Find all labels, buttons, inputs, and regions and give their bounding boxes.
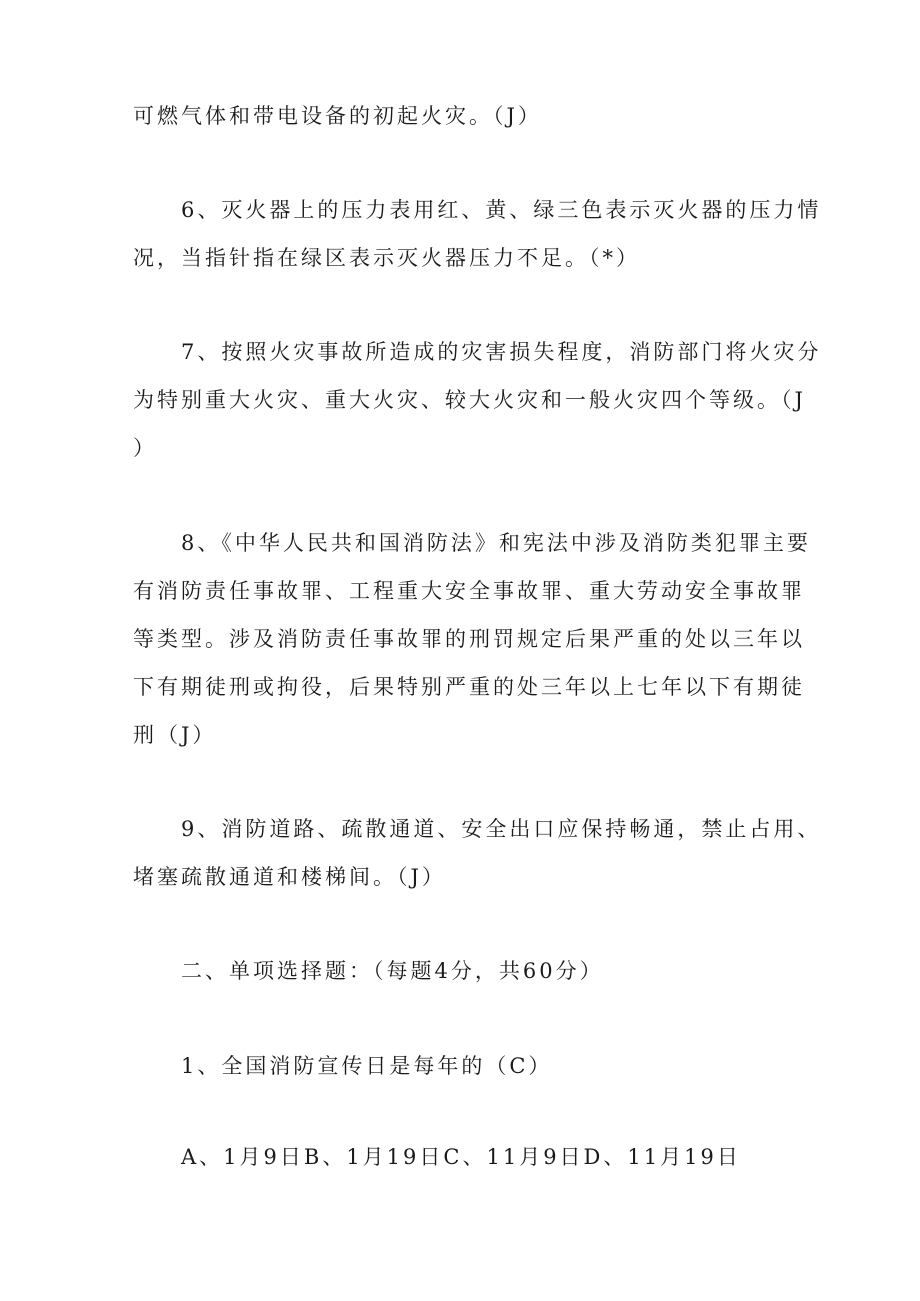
- text-line: 8、《中华人民共和国消防法》和宪法中涉及消防类犯罪主要: [181, 531, 811, 555]
- choice-question-1: [133, 1042, 805, 1090]
- judgement-item-8: [133, 519, 811, 759]
- text-line: 6、灭火器上的压力表用红、黄、绿三色表示灭火器的压力情: [181, 198, 822, 222]
- text-line: 堵塞疏散通道和楼梯间。（J）: [133, 865, 446, 889]
- judgement-item-6: [133, 186, 822, 282]
- text-line: 为特别重大火灾、重大火灾、较大火灾和一般火灾四个等级。（J: [133, 388, 806, 412]
- text-line: 7、按照火灾事故所造成的灾害损失程度，消防部门将火灾分: [181, 340, 822, 364]
- text-line: 1、全国消防宣传日是每年的（C）: [181, 1054, 553, 1078]
- text-line: 下有期徒刑或拘役，后果特别严重的处三年以上七年以下有期徒: [133, 675, 805, 699]
- text-line: 等类型。涉及消防责任事故罪的刑罚规定后果严重的处以三年以: [133, 627, 805, 651]
- text-line: 9、消防道路、疏散通道、安全出口应保持畅通，禁止占用、: [181, 817, 822, 841]
- text-line: 可燃气体和带电设备的初起火灾。（J）: [133, 104, 542, 128]
- text-line: A、1月9日B、1月19日C、11月9日D、11月19日: [181, 1145, 741, 1169]
- judgement-item-5-continuation: [133, 92, 805, 140]
- judgement-item-9: [133, 805, 822, 901]
- text-line: 二、单项选择题：（每题4分，共60分）: [181, 959, 604, 983]
- text-line: ）: [133, 436, 157, 460]
- text-line: 有消防责任事故罪、工程重大安全事故罪、重大劳动安全事故罪: [133, 579, 805, 603]
- judgement-item-7: [133, 328, 822, 472]
- section-heading-single-choice: [133, 947, 805, 995]
- text-line: 刑（J）: [133, 723, 217, 747]
- choice-question-1-options: [133, 1133, 805, 1181]
- text-line: 况，当指针指在绿区表示灭火器压力不足。（*）: [133, 246, 640, 270]
